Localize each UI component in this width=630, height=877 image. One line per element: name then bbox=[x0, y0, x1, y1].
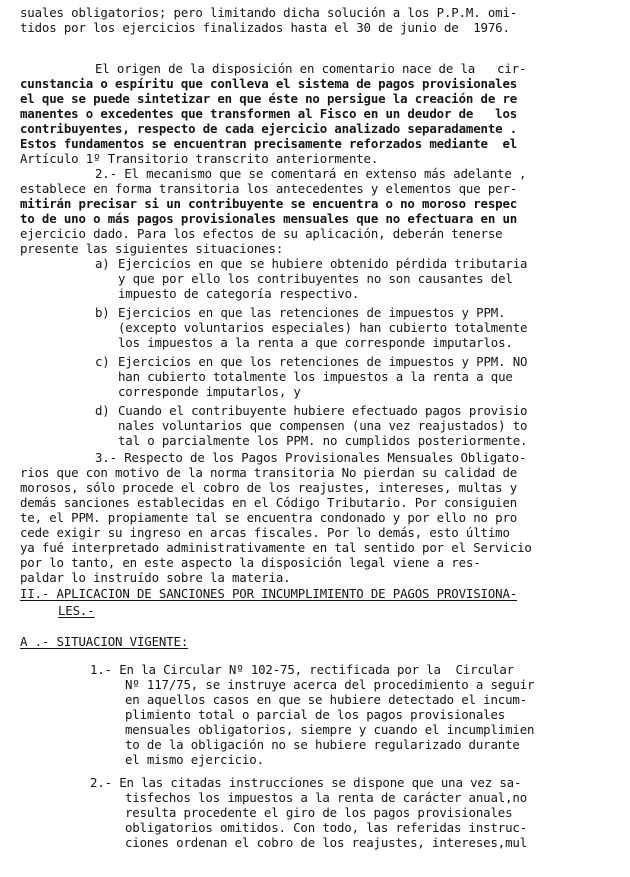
list-item: corresponde imputarlos, y bbox=[118, 384, 301, 399]
text-line: Artículo 1º Transitorio transcrito anteriormente. bbox=[20, 151, 379, 166]
section-heading: II.- APLICACION DE SANCIONES POR INCUMPLIMIENTO DE PAGOS PROVISIONA- bbox=[20, 586, 518, 601]
list-item: (excepto voluntarios especiales) han cubierto totalmente bbox=[118, 320, 528, 335]
list-item: Cuando el contribuyente hubiere efectuado pagos provisio bbox=[118, 403, 528, 418]
text-line: manentes o excedentes que transformen al Fisco en un deudor de los bbox=[20, 106, 518, 121]
text-line: demás sanciones establecidas en el Código Tributario. Por consiguien bbox=[20, 495, 518, 510]
text-line: rios que con motivo de la norma transitoria No pierdan su calidad de bbox=[20, 465, 518, 480]
text-line: Estos fundamentos se encuentran precisamente reforzados mediante el bbox=[20, 136, 518, 151]
section-heading: LES.- bbox=[58, 603, 95, 618]
list-item: Ejercicios en que los retenciones de impuestos y PPM. NO bbox=[118, 354, 528, 369]
text-line: tidos por los ejercicios finalizados hasta el 30 de junio de 1976. bbox=[20, 20, 510, 35]
list-item: Ejercicios en que se hubiere obtenido pérdida tributaria bbox=[118, 256, 528, 271]
text-line: por lo tanto, en este aspecto la disposición legal viene a res- bbox=[20, 555, 481, 570]
text-line: ciones ordenan el cobro de los reajustes, intereses,mul bbox=[125, 835, 528, 850]
list-item: los impuestos a la renta a que corresponde imputarlos. bbox=[118, 335, 513, 350]
text-line: to de uno o más pagos provisionales mensuales que no efectuara en un bbox=[20, 211, 518, 226]
list-item: y que por ello los contribuyentes no son causantes del bbox=[118, 271, 513, 286]
list-marker: b) bbox=[95, 305, 110, 320]
text-line: El origen de la disposición en comentario nace de la cir- bbox=[95, 61, 527, 76]
list-item: nales voluntarios que compensen (una vez reajustados) to bbox=[118, 418, 528, 433]
text-line: mensuales obligatorios, siempre y cuando el incumplimien bbox=[125, 722, 535, 737]
list-item: Ejercicios en que las retenciones de impuestos y PPM. bbox=[118, 305, 506, 320]
text-line: te, el PPM. propiamente tal se encuentra condonado y por ello no pro bbox=[20, 510, 518, 525]
text-line: plimiento total o parcial de los pagos provisionales bbox=[125, 707, 506, 722]
list-item: han cubierto totalmente los impuestos a la renta a que bbox=[118, 369, 513, 384]
text-line: el que se puede sintetizar en que éste no persigue la creación de re bbox=[20, 91, 518, 106]
text-line: to de la obligación no se hubiere regularizado durante bbox=[125, 737, 520, 752]
text-line: paldar lo instruído sobre la materia. bbox=[20, 570, 291, 585]
text-line: en aquellos casos en que se hubiere detectado el incum- bbox=[125, 692, 528, 707]
text-line: obligatorios omitidos. Con todo, las referidas instruc- bbox=[125, 820, 528, 835]
list-marker: d) bbox=[95, 403, 110, 418]
text-line: contribuyentes, respecto de cada ejercicio analizado separadamente . bbox=[20, 121, 518, 136]
list-item: tal o parcialmente los PPM. no cumplidos posteriormente. bbox=[118, 433, 528, 448]
text-line: 2.- El mecanismo que se comentará en extenso más adelante , bbox=[95, 166, 527, 181]
text-line: el mismo ejercicio. bbox=[125, 752, 264, 767]
text-line: suales obligatorios; pero limitando dicha solución a los P.P.M. omi- bbox=[20, 5, 518, 20]
text-line: 3.- Respecto de los Pagos Provisionales Mensuales Obligato- bbox=[95, 450, 527, 465]
text-line: mitirán precisar si un contribuyente se encuentra o no moroso respec bbox=[20, 196, 518, 211]
text-line: cunstancia o espíritu que conlleva el sistema de pagos provisionales bbox=[20, 76, 518, 91]
text-line: ejercicio dado. Para los efectos de su aplicación, deberán tenerse bbox=[20, 226, 503, 241]
text-line: tisfechos los impuestos a la renta de carácter anual,no bbox=[125, 790, 528, 805]
list-marker: c) bbox=[95, 354, 110, 369]
text-line: morosos, sólo procede el cobro de los reajustes, intereses, multas y bbox=[20, 480, 518, 495]
list-item: impuesto de categoría respectivo. bbox=[118, 286, 360, 301]
text-line: Nº 117/75, se instruye acerca del procedimiento a seguir bbox=[125, 677, 535, 692]
text-line: presente las siguientes situaciones: bbox=[20, 241, 284, 256]
text-line: ya fué interpretado administrativamente en tal sentido por el Servicio bbox=[20, 540, 532, 555]
subsection-heading: A .- SITUACION VIGENTE: bbox=[20, 634, 189, 649]
list-marker: a) bbox=[95, 256, 110, 271]
text-line: establece en forma transitoria los antecedentes y elementos que per- bbox=[20, 181, 518, 196]
text-line: cede exigir su ingreso en arcas fiscales. Por lo demás, esto último bbox=[20, 525, 510, 540]
text-line: 1.- En la Circular Nº 102-75, rectificada por la Circular bbox=[90, 662, 514, 677]
text-line: 2.- En las citadas instrucciones se dispone que una vez sa- bbox=[90, 775, 522, 790]
text-line: resulta procedente el giro de los pagos provisionales bbox=[125, 805, 513, 820]
